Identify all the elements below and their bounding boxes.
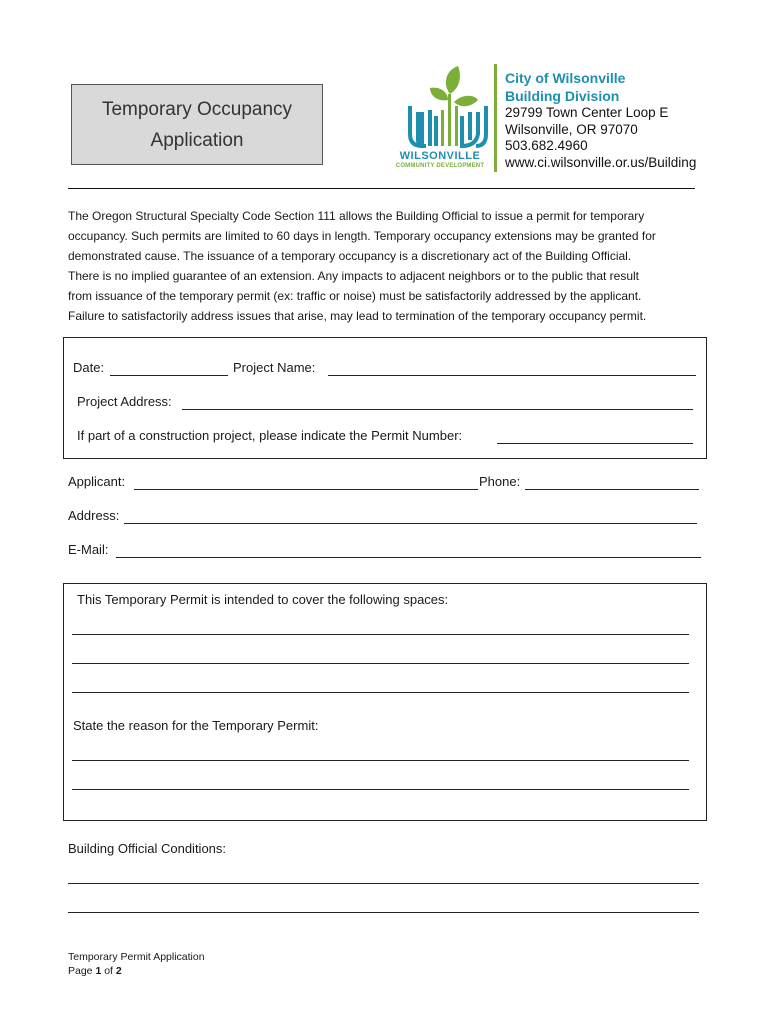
project-name-label: Project Name: — [233, 360, 316, 375]
address-line-2: Wilsonville, OR 97070 — [505, 121, 638, 137]
project-address-label: Project Address: — [77, 394, 172, 409]
applicant-label: Applicant: — [68, 474, 126, 489]
intro-line: Failure to satisfactorily address issues that arise, may lead to termination of the temporary occupancy permit. — [68, 308, 647, 323]
phone-field[interactable] — [525, 489, 699, 490]
address-field[interactable] — [124, 523, 697, 524]
project-address-field[interactable] — [182, 409, 693, 410]
website-link[interactable]: www.ci.wilsonville.or.us/Building — [505, 154, 697, 170]
intro-line: occupancy. Such permits are limited to 60 days in length. Temporary occupancy extensions may be granted for — [68, 228, 656, 243]
page-indicator — [68, 964, 205, 978]
spaces-box — [63, 583, 707, 821]
logo-wordmark: WILSONVILLE — [399, 150, 481, 162]
header-divider — [68, 188, 695, 189]
contact-block — [505, 69, 765, 171]
spaces-line-3[interactable] — [72, 692, 689, 693]
intro-line: There is no implied guarantee of an extension. Any impacts to adjacent neighbors or to the public that result — [68, 268, 640, 283]
applicant-field[interactable] — [134, 489, 478, 490]
date-field[interactable] — [110, 375, 228, 376]
reason-label: State the reason for the Temporary Permit: — [73, 718, 319, 733]
reason-line-1[interactable] — [72, 760, 689, 761]
logo-divider — [494, 64, 497, 172]
intro-line: demonstrated cause. The issuance of a temporary occupancy is a discretionary act of the Building Official. — [68, 248, 632, 263]
title-line-2: Application — [150, 129, 244, 151]
title-line-1: Temporary Occupancy — [101, 98, 293, 120]
intro-paragraph — [68, 207, 700, 326]
intro-line: The Oregon Structural Specialty Code Section 111 allows the Building Official to issue a permit for temporary — [68, 209, 645, 223]
page-total: 2 — [115, 965, 122, 977]
address-line-1: 29799 Town Center Loop E — [505, 105, 669, 120]
email-label: E-Mail: — [68, 542, 109, 557]
spaces-label: This Temporary Permit is intended to cover the following spaces: — [77, 592, 449, 607]
date-label: Date: — [73, 360, 105, 375]
address-label: Address: — [68, 508, 120, 523]
spaces-line-1[interactable] — [72, 634, 689, 635]
email-field[interactable] — [116, 557, 701, 558]
permit-number-field[interactable] — [497, 443, 693, 444]
permit-number-label: If part of a construction project, please indicate the Permit Number: — [77, 428, 463, 443]
org-name: City of Wilsonville — [505, 70, 626, 86]
conditions-line-1[interactable] — [68, 883, 699, 884]
spaces-line-2[interactable] — [72, 663, 689, 664]
page-of: of — [101, 965, 116, 977]
page-footer — [68, 950, 205, 978]
org-division: Building Division — [505, 88, 620, 104]
conditions-line-2[interactable] — [68, 912, 699, 913]
intro-line: from issuance of the temporary permit (ex: traffic or noise) must be satisfactorily addressed by the applicant. — [68, 288, 642, 303]
phone-number: 503.682.4960 — [505, 138, 588, 153]
footer-title: Temporary Permit Application — [68, 951, 205, 963]
page-current: 1 — [95, 965, 102, 977]
title-box — [71, 84, 323, 165]
logo-subtitle: COMMUNITY DEVELOPMENT — [395, 163, 485, 169]
phone-label: Phone: — [479, 474, 521, 489]
reason-line-2[interactable] — [72, 789, 689, 790]
page-prefix: Page — [68, 965, 96, 977]
conditions-label: Building Official Conditions: — [68, 841, 227, 856]
project-name-field[interactable] — [328, 375, 696, 376]
